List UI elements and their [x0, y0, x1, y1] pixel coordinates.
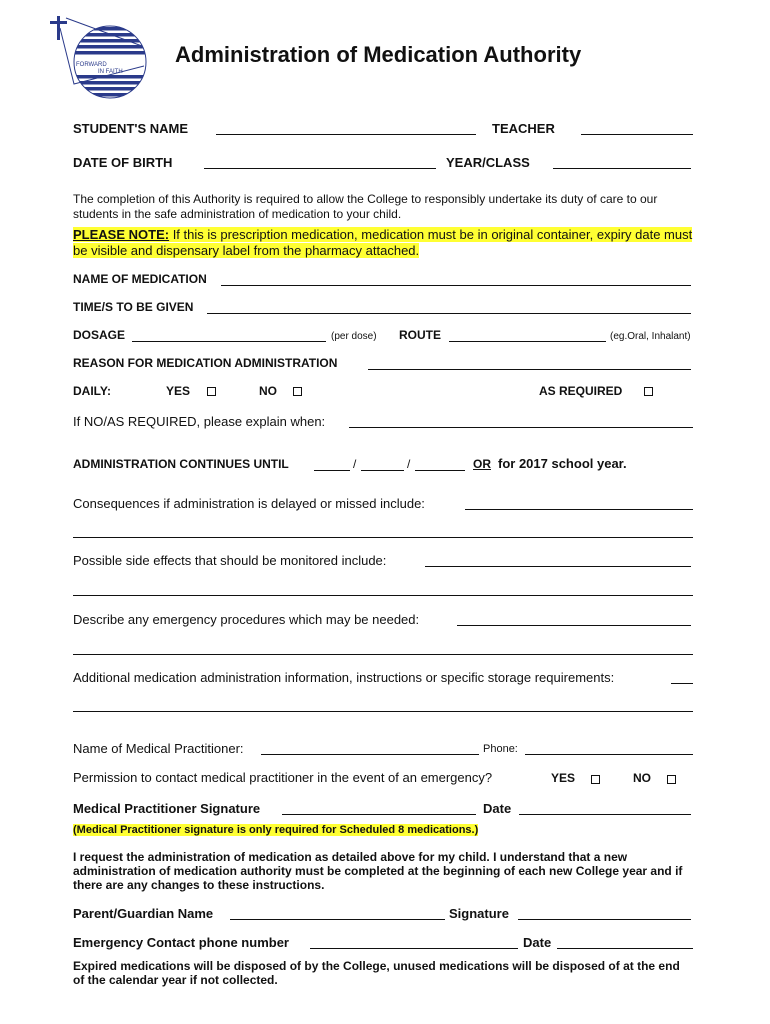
reason-field[interactable] [368, 356, 691, 370]
student-name-field[interactable] [216, 121, 476, 135]
date-separator: / [353, 457, 357, 471]
footer-note: Expired medications will be disposed of by the College, unused medications will be disposed of at the end of the calendar year if not collected. [73, 959, 680, 987]
continue-month-field[interactable] [361, 457, 404, 471]
signature-date-label: Date [483, 801, 512, 816]
side-effects-field-line-2[interactable] [73, 595, 693, 596]
teacher-label: TEACHER [492, 121, 555, 136]
consequences-field[interactable] [465, 496, 693, 510]
permission-yes-checkbox[interactable] [591, 775, 600, 784]
request-paragraph: I request the administration of medication as detailed above for my child. I understand that a new administration of medication authority must be completed at the beginning of each new College year and if there are any changes to these instructions. [73, 850, 683, 892]
additional-info-field-line-2[interactable] [73, 711, 693, 712]
parent-signature-field[interactable] [518, 906, 691, 920]
additional-info-label: Additional medication administration information, instructions or specific storage requirements: [73, 670, 615, 685]
logo-text-top: FORWARD [76, 62, 107, 68]
continue-day-field[interactable] [314, 457, 350, 471]
teacher-field[interactable] [581, 121, 693, 135]
practitioner-name-field[interactable] [261, 741, 479, 755]
consequences-label: Consequences if administration is delayed or missed include: [73, 496, 425, 511]
college-logo [44, 14, 154, 104]
phone-label: Phone: [483, 743, 518, 755]
daily-no-checkbox[interactable] [293, 387, 302, 396]
emergency-date-label: Date [523, 935, 552, 950]
intro-paragraph: The completion of this Authority is required to allow the College to responsibly undertake its duty of care to our students in the safe administration of medication to your child. [73, 192, 658, 221]
please-note-text: If this is prescription medication, medication must be in original container, expiry date must be visible and dispensary label from the pharmacy attached. [73, 227, 693, 258]
student-name-label: STUDENT'S NAME [73, 121, 189, 136]
emergency-contact-label: Emergency Contact phone number [73, 935, 289, 950]
dosage-field[interactable] [132, 328, 326, 342]
practitioner-signature-field[interactable] [282, 801, 476, 815]
permission-no-checkbox[interactable] [667, 775, 676, 784]
reason-label: REASON FOR MEDICATION ADMINISTRATION [73, 356, 338, 370]
as-required-label: AS REQUIRED [539, 384, 623, 398]
practitioner-phone-field[interactable] [525, 741, 693, 755]
explain-label: If NO/AS REQUIRED, please explain when: [73, 414, 326, 429]
parent-name-field[interactable] [230, 906, 445, 920]
medication-name-field[interactable] [221, 272, 691, 286]
or-label: OR [473, 457, 491, 471]
side-effects-label: Possible side effects that should be monitored include: [73, 553, 387, 568]
date-separator: / [407, 457, 411, 471]
side-effects-field[interactable] [425, 553, 691, 567]
route-label: ROUTE [399, 328, 441, 342]
daily-label: DAILY: [73, 384, 112, 398]
daily-no-label: NO [259, 384, 277, 398]
continue-year-field[interactable] [415, 457, 465, 471]
cross-icon [50, 16, 67, 40]
logo-text-bottom: IN FAITH [98, 69, 123, 75]
signature-note [73, 823, 693, 838]
emergency-procedures-field[interactable] [457, 612, 691, 626]
parent-name-label: Parent/Guardian Name [73, 906, 214, 921]
continues-until-label: ADMINISTRATION CONTINUES UNTIL [73, 457, 289, 471]
dob-field[interactable] [204, 155, 436, 169]
as-required-checkbox[interactable] [644, 387, 653, 396]
school-year-text: for 2017 school year. [498, 456, 627, 471]
emergency-date-field[interactable] [557, 935, 693, 949]
medication-name-label: NAME OF MEDICATION [73, 272, 207, 286]
signature-date-field[interactable] [519, 801, 691, 815]
year-class-label: YEAR/CLASS [446, 155, 530, 170]
please-note-label: PLEASE NOTE: [73, 227, 170, 242]
per-dose-hint: (per dose) [331, 331, 377, 342]
route-hint: (eg.Oral, Inhalant) [610, 331, 691, 342]
dosage-label: DOSAGE [73, 328, 126, 342]
daily-yes-checkbox[interactable] [207, 387, 216, 396]
year-class-field[interactable] [553, 155, 691, 169]
permission-yes-label: YES [551, 771, 576, 785]
times-field[interactable] [207, 300, 691, 314]
emergency-procedures-label: Describe any emergency procedures which may be needed: [73, 612, 420, 627]
page-title: Administration of Medication Authority [175, 42, 582, 67]
please-note [73, 227, 693, 259]
practitioner-name-label: Name of Medical Practitioner: [73, 741, 244, 756]
parent-signature-label: Signature [449, 906, 509, 921]
route-field[interactable] [449, 328, 606, 342]
signature-note-text: (Medical Practitioner signature is only required for Scheduled 8 medications.) [73, 824, 479, 836]
daily-yes-label: YES [166, 384, 191, 398]
practitioner-signature-label: Medical Practitioner Signature [73, 801, 261, 816]
explain-field[interactable] [349, 414, 693, 428]
consequences-field-line-2[interactable] [73, 537, 693, 538]
emergency-procedures-field-line-2[interactable] [73, 654, 693, 655]
permission-no-label: NO [633, 771, 651, 785]
additional-info-field[interactable] [671, 670, 693, 684]
permission-label: Permission to contact medical practitioner in the event of an emergency? [73, 770, 493, 785]
emergency-contact-field[interactable] [310, 935, 518, 949]
dob-label: DATE OF BIRTH [73, 155, 173, 170]
times-label: TIME/S TO BE GIVEN [73, 300, 194, 314]
